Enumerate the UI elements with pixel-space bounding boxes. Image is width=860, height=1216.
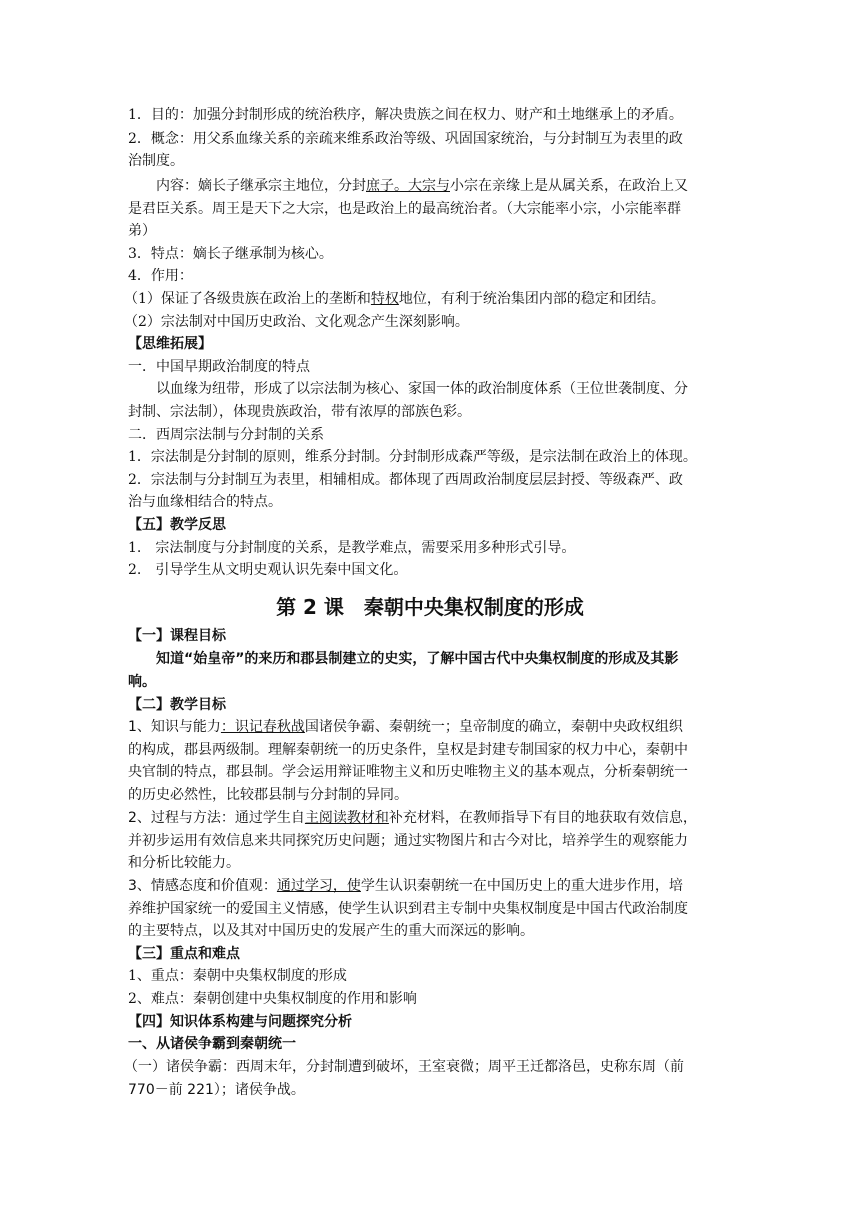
section-heading: 【五】教学反思 [128,517,226,533]
text-line: 1．目的：加强分封制形成的统治秩序，解决贵族之间在权力、财产和土地继承上的矛盾。 [128,107,683,123]
text-line: 3．特点：嫡长子继承制为核心。 [128,246,333,262]
text-line: 2．宗法制与分封制互为表里，相辅相成。都体现了西周政治制度层层封授、等级森严、政 [128,472,683,488]
text-line: 2．概念：用父系血缘关系的亲疏来维系政治等级、巩固国家统治，与分封制互为表里的政 [128,131,683,147]
section-heading: 【思维拓展】 [128,336,212,352]
text-run: （1）保证了各级贵族在政治上的垄断和 [124,291,371,307]
text-line: 4．作用： [128,268,193,284]
text-line: 治与血缘相结合的特点。 [128,494,282,510]
subheading: 一．中国早期政治制度的特点 [128,359,310,375]
text-line: 1．宗法制是分封制的原则，维系分封制。分封制形成森严等级，是宗法制在政治上的体现。 [128,449,697,465]
text-line: 以血缘为纽带，形成了以宗法制为核心、家国一体的政治制度体系（王位世袭制度、分 [156,381,688,397]
text-run: 学生认识秦朝统一在中国历史上的重大进步作用，培 [360,878,683,894]
lesson-title: 第 2 课 秦朝中央集权制度的形成 [276,595,584,619]
text-line: 并初步运用有效信息来共同探究历史问题；通过实物图片和古今对比，培养学生的观察能力 [128,833,688,849]
text-run: 国诸侯争霸、秦朝统一；皇帝制度的确立，秦朝中央政权组织 [304,719,683,735]
text-run: 内容：嫡长子继承宗主地位，分封 [156,178,366,194]
text-line: 的历史必然性，比较郡县制与分封制的异同。 [128,787,408,803]
text-run: 补充材料，在教师指导下有目的地获取有效信息， [388,810,697,826]
underlined-text: 庶子。 [366,178,408,194]
text-line: 响。 [128,674,156,690]
text-run: 小宗在亲缘上是从属关系，在政治上又 [450,178,688,194]
text-run: 1、知识与能力 [128,719,221,735]
text-line [128,716,683,738]
section-heading: 【四】知识体系构建与问题探究分析 [128,1014,352,1030]
text-line: （一）诸侯争霸：西周末年，分封制遭到破坏，王室衰微；周平王迁都洛邑，史称东周（前 [124,1059,684,1075]
text-line: 治制度。 [128,153,184,169]
text-line [128,807,697,829]
text-line [124,288,665,310]
underlined-text: 大宗与 [408,178,450,194]
text-line: （2）宗法制对中国历史政治、文化观念产生深刻影响。 [124,314,469,330]
text-line: 2. 引导学生从文明史观认识先秦中国文化。 [128,562,408,578]
text-run: 2、过程与方法：通过学生自 [128,810,305,826]
text-line: 的主要特点，以及其对中国历史的发展产生的重大而深远的影响。 [128,923,534,939]
text-line: 和分析比较能力。 [128,855,240,871]
underlined-text: 特权 [370,291,399,307]
subheading: 一、从诸侯争霸到秦朝统一 [128,1036,296,1052]
text-run: 地位，有利于统治集团内部的稳定和团结。 [398,291,665,307]
subheading: 二．西周宗法制与分封制的关系 [128,427,324,443]
underlined-text: 主阅读教材和 [304,810,389,826]
text-line: 弟） [128,223,156,239]
text-line: 养维护国家统一的爱国主义情感，使学生认识到君主专制中央集权制度是中国古代政治制度 [128,901,688,917]
underlined-text: 通过学习，使 [276,878,361,894]
text-line: 的构成，郡县两级制。理解秦朝统一的历史条件，皇权是封建专制国家的权力中心，秦朝中 [128,742,688,758]
text-line: 央官制的特点，郡县制。学会运用辩证唯物主义和历史唯物主义的基本观点，分析秦朝统一 [128,764,688,780]
text-run: 3、情感态度和价值观： [128,878,277,894]
text-line [156,175,688,197]
text-line [128,875,683,897]
text-line: 是君臣关系。周王是天下之大宗，也是政治上的最高统治者。（大宗能率小宗，小宗能率群 [128,201,681,217]
text-line: 770－前 221）；诸侯争战。 [128,1082,305,1098]
section-heading: 【一】课程目标 [128,628,226,644]
text-line: 1. 宗法制度与分封制度的关系，是教学难点，需要采用多种形式引导。 [128,540,576,556]
underlined-text: ：识记春秋战 [220,719,305,735]
text-line: 2、难点：秦朝创建中央集权制度的作用和影响 [128,991,417,1007]
section-heading: 【三】重点和难点 [128,946,240,962]
text-line: 1、重点：秦朝中央集权制度的形成 [128,968,347,984]
section-heading: 【二】教学目标 [128,697,226,713]
text-line: 封制、宗法制），体现贵族政治，带有浓厚的部族色彩。 [128,404,471,420]
text-line: 知道“始皇帝”的来历和郡县制建立的史实，了解中国古代中央集权制度的形成及其影 [156,651,679,667]
